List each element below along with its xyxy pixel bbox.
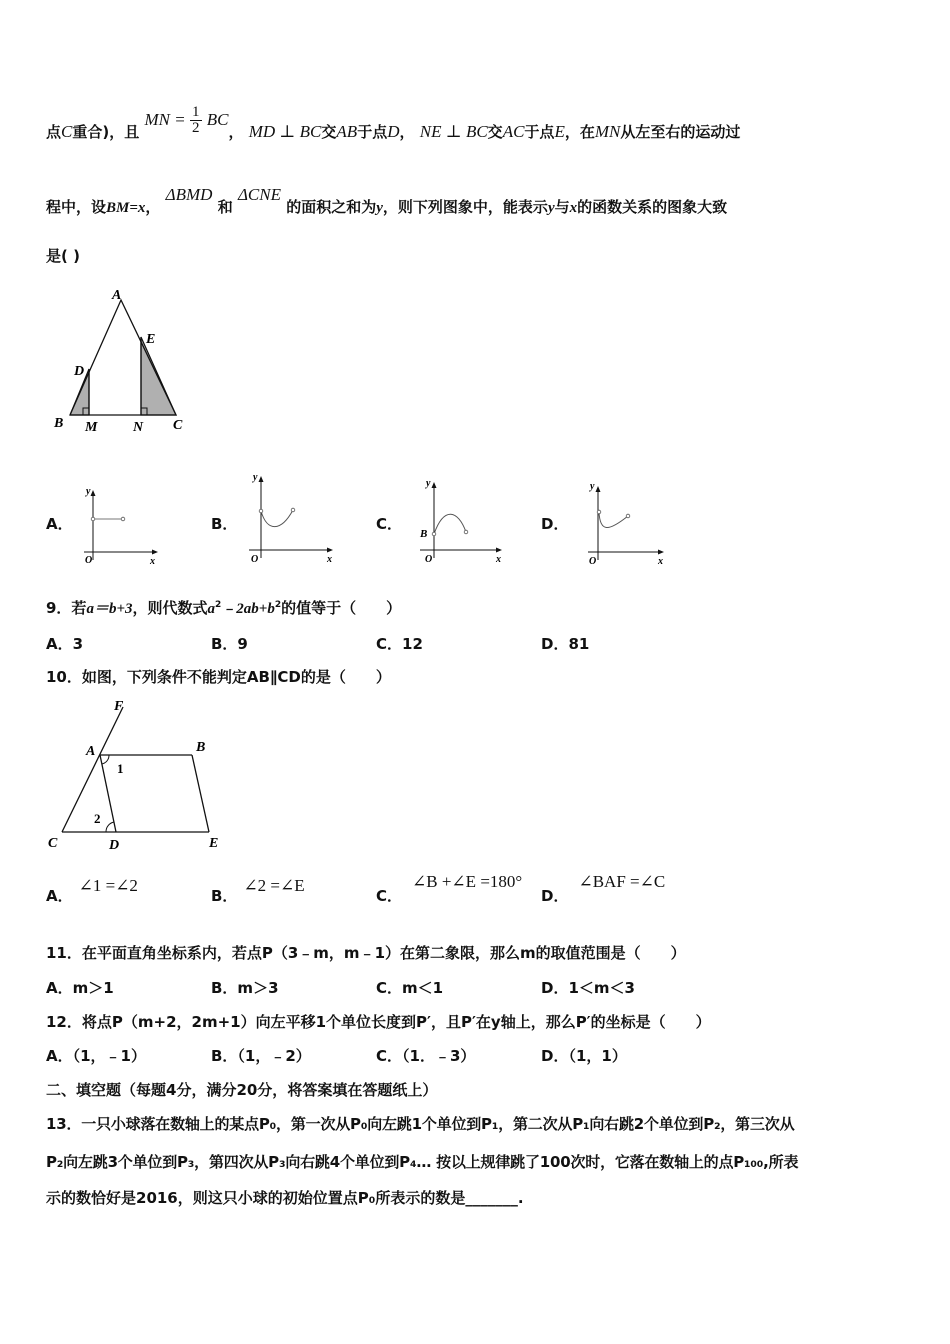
svg-text:y: y bbox=[253, 472, 258, 483]
q10-option-a[interactable]: A．∠1 =∠2 bbox=[46, 876, 138, 905]
q9-option-a[interactable]: A．3 bbox=[46, 635, 84, 653]
label-2: 2 bbox=[94, 811, 101, 826]
q9-stem: 9．若a＝b+3，则代数式$a^2﹣2ab+b^2$的值等于（ ） bbox=[46, 599, 402, 617]
svg-text:x: x bbox=[658, 556, 663, 567]
graph-endpoint bbox=[597, 510, 601, 514]
angle-1-arc bbox=[102, 755, 109, 764]
svg-text:O: O bbox=[589, 556, 597, 567]
y-arrow bbox=[596, 486, 601, 492]
svg-text:x: x bbox=[327, 554, 332, 565]
graph-endpoint bbox=[432, 532, 436, 536]
label-d: D bbox=[74, 364, 85, 379]
q12-stem: 12．将点P（m+2，2m+1）向左平移1个单位长度到P′，且P′在y轴上，那么P′的坐标是（ ） bbox=[46, 1013, 711, 1031]
graph-curve bbox=[599, 512, 628, 528]
x-arrow bbox=[152, 550, 158, 555]
q8-option-d-label[interactable]: D． bbox=[541, 515, 569, 533]
line-cf bbox=[62, 707, 123, 832]
q8-option-c-label[interactable]: C． bbox=[376, 515, 403, 533]
q10-option-b[interactable]: B．∠2 =∠E bbox=[211, 876, 305, 905]
q11-option-b[interactable]: B．m＞3 bbox=[211, 979, 279, 997]
q13-line3: 示的数恰好是2016，则这只小球的初始位置点P₀所表示的数是_______. bbox=[46, 1189, 524, 1207]
q12-option-b[interactable]: B．（1，﹣2） bbox=[211, 1047, 311, 1065]
q13-line2: P₂向左跳3个单位到P₃，第四次从P₃向右跳4个单位到P₄… 按以上规律跳了100次时，它落在数轴上的点P₁₀₀,所表 bbox=[46, 1153, 799, 1171]
label-b: B bbox=[196, 740, 206, 755]
segment-be bbox=[192, 755, 209, 832]
svg-text:y: y bbox=[86, 486, 91, 497]
label-e: E bbox=[146, 332, 156, 347]
graph-curve bbox=[434, 514, 466, 534]
q9-option-d[interactable]: D．81 bbox=[541, 635, 590, 653]
x-arrow bbox=[327, 548, 333, 553]
point-c: C bbox=[61, 122, 73, 141]
q11-option-d[interactable]: D．1＜m＜3 bbox=[541, 979, 635, 997]
angle-2-arc bbox=[106, 822, 114, 832]
fraction-half: $\frac{1}{2}$ bbox=[192, 104, 200, 136]
y-arrow bbox=[91, 490, 96, 496]
svg-text:y: y bbox=[426, 478, 431, 489]
triangle-bmd: ΔBMD bbox=[165, 185, 213, 204]
q8-line3: 是( ) bbox=[46, 247, 80, 265]
q8-line1: 点C重合)，且 MN = $\frac{1}{2}$ BC， MD ⊥ BC交AB于点D， NE ⊥ BC交AC于点E，在MN从左至右的运动过 bbox=[46, 104, 740, 160]
q10-stem: 10．如图，下列条件不能判定AB∥CD的是（ ） bbox=[46, 668, 391, 686]
label-c: C bbox=[48, 836, 58, 851]
q8-option-b-label[interactable]: B． bbox=[211, 515, 238, 533]
label-1: 1 bbox=[117, 761, 124, 776]
label-a: A bbox=[112, 288, 122, 303]
graph-endpoint bbox=[626, 514, 630, 518]
q8-option-d-graph bbox=[584, 476, 674, 570]
svg-text:B: B bbox=[420, 528, 428, 540]
q11-option-c[interactable]: C．m＜1 bbox=[376, 979, 444, 997]
label-b: B bbox=[54, 416, 64, 431]
q9-option-c[interactable]: C．12 bbox=[376, 635, 423, 653]
q8-option-b-graph bbox=[243, 466, 343, 570]
svg-text:x: x bbox=[496, 554, 501, 565]
graph-endpoint bbox=[464, 530, 468, 534]
mn-formula: MN = $\frac{1}{2}$ BC bbox=[144, 104, 229, 136]
q8-line2: 程中，设BM=x， ΔBMD 和 ΔCNE 的面积之和为y，则下列图象中，能表示y与x的函数关系的图象大致 bbox=[46, 185, 728, 216]
y-arrow bbox=[259, 476, 264, 482]
q10-option-c[interactable]: C．∠B +∠E =180° bbox=[376, 872, 523, 905]
svg-text:x: x bbox=[150, 556, 155, 567]
q11-option-a[interactable]: A．m＞1 bbox=[46, 979, 114, 997]
label-a: A bbox=[86, 744, 96, 759]
x-arrow bbox=[658, 550, 664, 555]
x-arrow bbox=[496, 548, 502, 553]
q11-stem: 11．在平面直角坐标系内，若点P（3﹣m，m﹣1）在第二象限，那么m的取值范围是（ ） bbox=[46, 944, 686, 962]
q12-option-d[interactable]: D．（1，1） bbox=[541, 1047, 627, 1065]
triangle-figure bbox=[50, 285, 200, 440]
label-d: D bbox=[109, 838, 120, 853]
q12-option-a[interactable]: A．（1，﹣1） bbox=[46, 1047, 146, 1065]
q13-line1: 13．一只小球落在数轴上的某点P₀，第一次从P₀向左跳1个单位到P₁，第二次从P₁向右跳2个单位到P₂，第三次从 bbox=[46, 1115, 795, 1133]
svg-text:y: y bbox=[590, 481, 595, 492]
graph-endpoint bbox=[121, 517, 125, 521]
label-n: N bbox=[133, 420, 144, 435]
q8-option-a-graph bbox=[78, 480, 168, 570]
graph-endpoint bbox=[259, 509, 263, 513]
label-e: E bbox=[209, 836, 219, 851]
svg-text:O: O bbox=[85, 555, 93, 566]
triangle-cne: ΔCNE bbox=[237, 185, 281, 204]
graph-endpoint bbox=[291, 508, 295, 512]
svg-text:O: O bbox=[425, 554, 433, 565]
label-f: F bbox=[114, 699, 124, 714]
q8-option-c-graph bbox=[416, 474, 512, 570]
segment-ad bbox=[100, 755, 116, 832]
label-c: C bbox=[173, 418, 183, 433]
y-arrow bbox=[432, 482, 437, 488]
graph-curve bbox=[261, 510, 293, 527]
ne-perp-bc: NE ⊥ BC bbox=[419, 122, 488, 141]
q12-option-c[interactable]: C．（1．﹣3） bbox=[376, 1047, 476, 1065]
q10-option-d[interactable]: D．∠BAF =∠C bbox=[541, 872, 666, 905]
section-heading: 二、填空题（每题4分，满分20分，将答案填在答题纸上） bbox=[46, 1081, 438, 1099]
q8-option-a-label[interactable]: A． bbox=[46, 515, 73, 533]
parallel-lines-figure bbox=[44, 695, 234, 857]
q9-option-b[interactable]: B．9 bbox=[211, 635, 248, 653]
svg-text:O: O bbox=[251, 554, 259, 565]
label-m: M bbox=[85, 420, 98, 435]
md-perp-bc: MD ⊥ BC bbox=[248, 122, 322, 141]
graph-endpoint bbox=[91, 517, 95, 521]
